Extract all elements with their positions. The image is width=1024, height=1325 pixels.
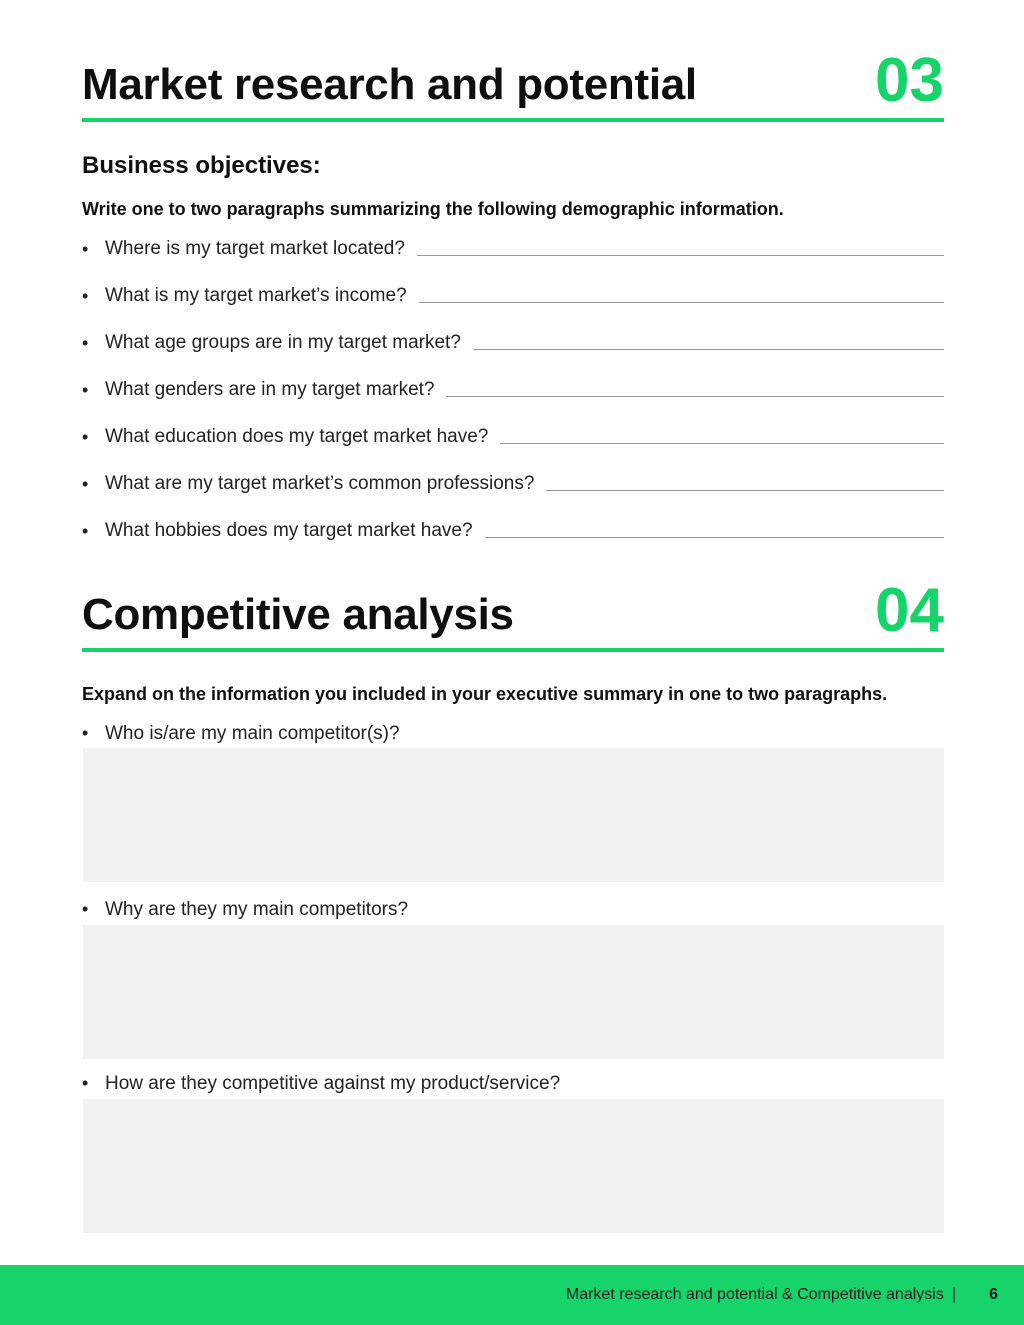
instruction-competitors: Expand on the information you included in your executive summary in one to two paragraphs. (82, 684, 888, 704)
bullet: • (82, 521, 89, 541)
list-item (82, 213, 944, 260)
footer-separator: | (951, 1286, 956, 1303)
instruction-demographics: Write one to two paragraphs summarizing the following demographic information. (82, 199, 784, 219)
section-header-competitive-analysis (82, 576, 944, 652)
section-title: Competitive analysis (82, 590, 514, 639)
list-item (82, 307, 944, 354)
answer-line[interactable] (485, 536, 944, 538)
question-text: What hobbies does my target market have? (105, 520, 473, 541)
section-number: 04 (875, 576, 944, 645)
bullet: • (82, 380, 89, 400)
list-item (82, 495, 944, 542)
bullet: • (82, 723, 89, 743)
demographic-question-list (82, 213, 944, 542)
bullet: • (82, 1073, 89, 1093)
answer-box[interactable] (83, 748, 944, 882)
page-number: 6 (989, 1286, 998, 1303)
bullet: • (82, 427, 89, 447)
footer-bar (0, 1265, 1024, 1325)
question-text: Who is/are my main competitor(s)? (105, 723, 400, 744)
answer-line[interactable] (417, 254, 944, 256)
list-item (82, 401, 944, 448)
section-title: Market research and potential (82, 60, 697, 109)
question-text: Where is my target market located? (105, 238, 405, 259)
answer-line[interactable] (419, 301, 944, 303)
answer-line[interactable] (546, 489, 944, 491)
list-item (82, 354, 944, 401)
bullet: • (82, 474, 89, 494)
question-text: Why are they my main competitors? (105, 899, 409, 920)
answer-box[interactable] (83, 925, 944, 1059)
competitor-question (82, 899, 408, 921)
question-text: What age groups are in my target market? (105, 332, 461, 353)
question-text: What genders are in my target market? (105, 379, 435, 400)
bullet: • (82, 333, 89, 353)
answer-box[interactable] (83, 1099, 944, 1233)
question-text: How are they competitive against my product/service? (105, 1073, 561, 1094)
list-item (82, 448, 944, 495)
answer-line[interactable] (500, 442, 944, 444)
question-text: What education does my target market have? (105, 426, 489, 447)
list-item (82, 260, 944, 307)
bullet: • (82, 239, 89, 259)
footer-text (565, 1286, 998, 1304)
subheading-business-objectives: Business objectives: (82, 152, 321, 179)
section-header-market-research (82, 46, 944, 122)
bullet: • (82, 286, 89, 306)
answer-line[interactable] (446, 395, 944, 397)
answer-line[interactable] (473, 348, 944, 350)
footer-label: Market research and potential & Competitive analysis (565, 1286, 944, 1303)
section-number: 03 (875, 46, 944, 115)
bullet: • (82, 899, 89, 919)
question-text: What is my target market’s income? (105, 285, 407, 306)
competitor-question (82, 723, 400, 745)
competitor-question (82, 1073, 560, 1095)
question-text: What are my target market’s common professions? (105, 473, 535, 494)
